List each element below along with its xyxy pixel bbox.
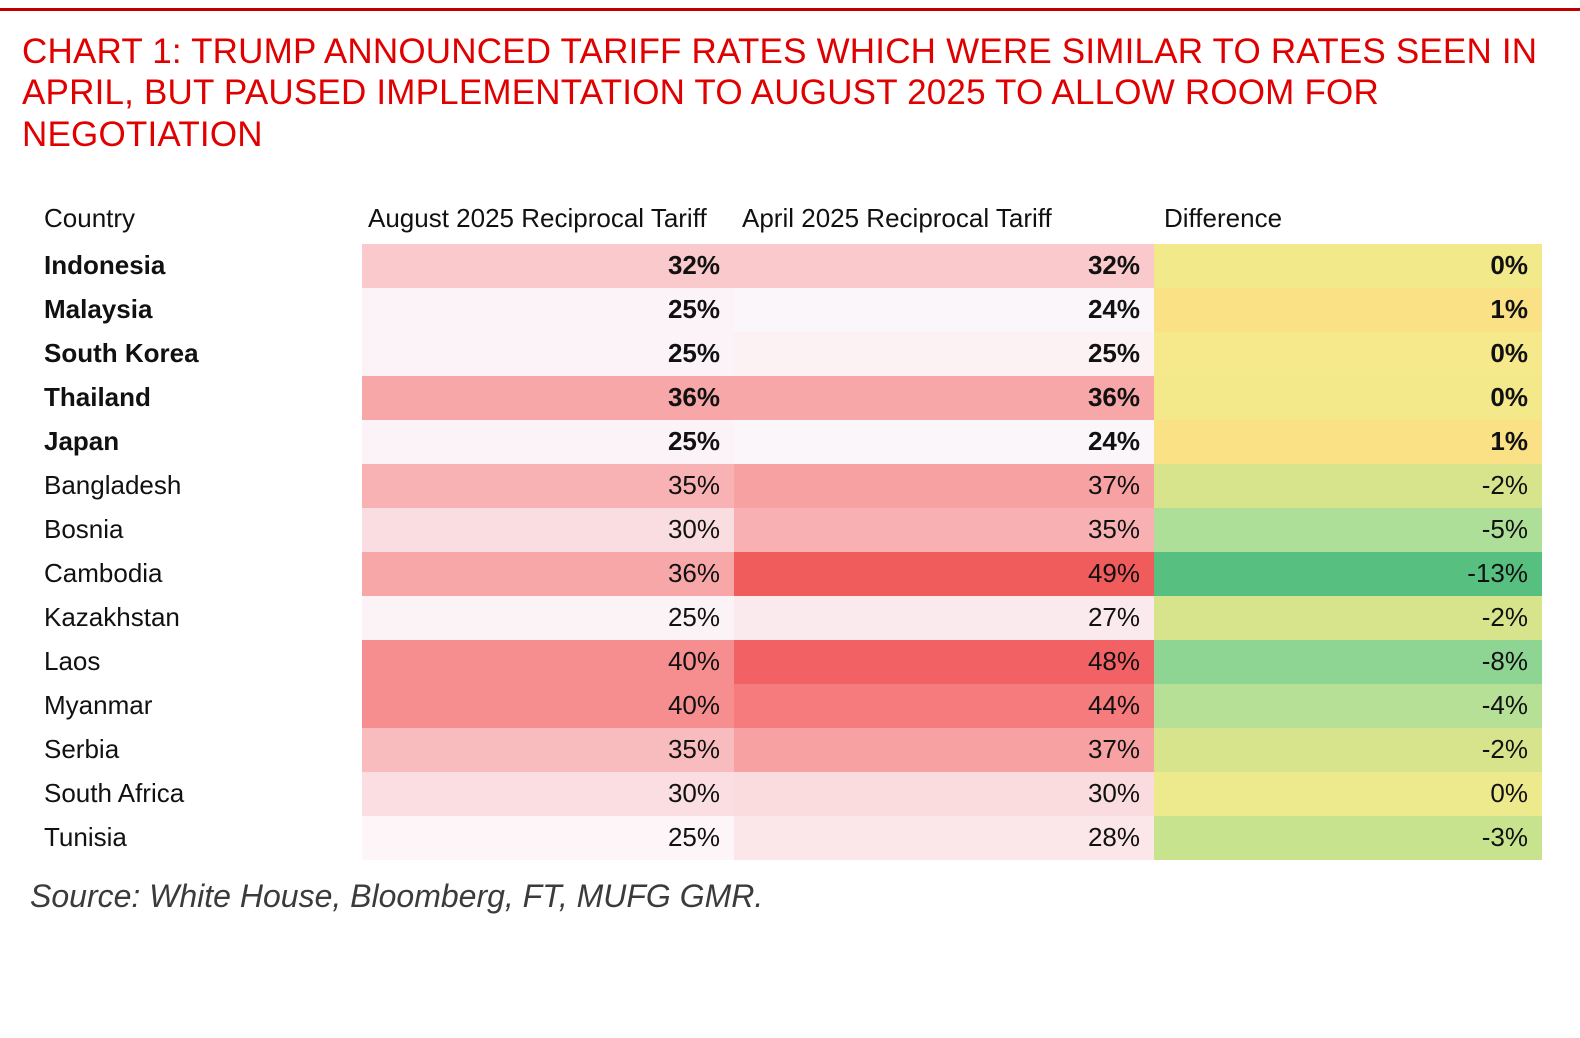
cell-country: Myanmar bbox=[42, 684, 362, 728]
cell-august-tariff: 25% bbox=[362, 596, 734, 640]
table-header bbox=[42, 203, 1542, 244]
cell-country: Bangladesh bbox=[42, 464, 362, 508]
column-header-difference: Difference bbox=[1164, 202, 1283, 233]
table-row bbox=[42, 464, 1542, 508]
cell-august-tariff: 25% bbox=[362, 816, 734, 860]
cell-country: Thailand bbox=[42, 376, 362, 420]
table-row bbox=[42, 376, 1542, 420]
cell-april-tariff: 32% bbox=[734, 244, 1154, 288]
cell-country: Cambodia bbox=[42, 552, 362, 596]
cell-august-tariff: 30% bbox=[362, 772, 734, 816]
cell-august-tariff: 35% bbox=[362, 464, 734, 508]
cell-difference: -2% bbox=[1154, 728, 1542, 772]
cell-difference: -13% bbox=[1154, 552, 1542, 596]
column-header-august: August 2025 Reciprocal Tariff bbox=[368, 202, 707, 233]
cell-difference: 1% bbox=[1154, 420, 1542, 464]
cell-august-tariff: 25% bbox=[362, 288, 734, 332]
cell-april-tariff: 24% bbox=[734, 288, 1154, 332]
table-row bbox=[42, 684, 1542, 728]
cell-difference: 0% bbox=[1154, 772, 1542, 816]
table-row bbox=[42, 332, 1542, 376]
cell-country: South Korea bbox=[42, 332, 362, 376]
cell-country: Kazakhstan bbox=[42, 596, 362, 640]
cell-difference: -8% bbox=[1154, 640, 1542, 684]
cell-difference: -2% bbox=[1154, 464, 1542, 508]
cell-april-tariff: 24% bbox=[734, 420, 1154, 464]
cell-april-tariff: 35% bbox=[734, 508, 1154, 552]
cell-difference: 0% bbox=[1154, 376, 1542, 420]
cell-country: Serbia bbox=[42, 728, 362, 772]
table-row bbox=[42, 244, 1542, 288]
cell-april-tariff: 36% bbox=[734, 376, 1154, 420]
cell-august-tariff: 36% bbox=[362, 552, 734, 596]
table-body bbox=[42, 244, 1542, 860]
cell-august-tariff: 40% bbox=[362, 684, 734, 728]
cell-difference: 0% bbox=[1154, 332, 1542, 376]
cell-difference: -4% bbox=[1154, 684, 1542, 728]
column-header-april: April 2025 Reciprocal Tariff bbox=[742, 202, 1052, 233]
cell-august-tariff: 25% bbox=[362, 420, 734, 464]
table-row bbox=[42, 596, 1542, 640]
table-row bbox=[42, 772, 1542, 816]
cell-difference: 1% bbox=[1154, 288, 1542, 332]
cell-difference: -3% bbox=[1154, 816, 1542, 860]
cell-april-tariff: 30% bbox=[734, 772, 1154, 816]
cell-april-tariff: 37% bbox=[734, 728, 1154, 772]
table-row bbox=[42, 420, 1542, 464]
cell-country: South Africa bbox=[42, 772, 362, 816]
cell-april-tariff: 49% bbox=[734, 552, 1154, 596]
cell-april-tariff: 44% bbox=[734, 684, 1154, 728]
cell-august-tariff: 30% bbox=[362, 508, 734, 552]
cell-difference: 0% bbox=[1154, 244, 1542, 288]
source-note: Source: White House, Bloomberg, FT, MUFG GMR. bbox=[30, 877, 764, 914]
cell-april-tariff: 48% bbox=[734, 640, 1154, 684]
cell-country: Japan bbox=[42, 420, 362, 464]
table-row bbox=[42, 552, 1542, 596]
cell-country: Malaysia bbox=[42, 288, 362, 332]
cell-april-tariff: 25% bbox=[734, 332, 1154, 376]
cell-april-tariff: 28% bbox=[734, 816, 1154, 860]
table-row bbox=[42, 728, 1542, 772]
cell-august-tariff: 32% bbox=[362, 244, 734, 288]
tariff-table-container bbox=[0, 203, 1580, 860]
column-header-country: Country bbox=[44, 202, 136, 233]
cell-august-tariff: 25% bbox=[362, 332, 734, 376]
table-row bbox=[42, 288, 1542, 332]
cell-april-tariff: 37% bbox=[734, 464, 1154, 508]
cell-country: Laos bbox=[42, 640, 362, 684]
cell-august-tariff: 35% bbox=[362, 728, 734, 772]
table-row bbox=[42, 816, 1542, 860]
page-title: CHART 1: TRUMP ANNOUNCED TARIFF RATES WHICH WERE SIMILAR TO RATES SEEN IN APRIL, BUT PAUSED IMPLEMENTATION TO AUGUST 2025 TO ALLOW ROOM FOR NEGOTIATION bbox=[22, 32, 1538, 154]
cell-august-tariff: 36% bbox=[362, 376, 734, 420]
cell-country: Indonesia bbox=[42, 244, 362, 288]
cell-august-tariff: 40% bbox=[362, 640, 734, 684]
cell-country: Bosnia bbox=[42, 508, 362, 552]
table-row bbox=[42, 508, 1542, 552]
cell-difference: -5% bbox=[1154, 508, 1542, 552]
cell-country: Tunisia bbox=[42, 816, 362, 860]
cell-difference: -2% bbox=[1154, 596, 1542, 640]
table-row bbox=[42, 640, 1542, 684]
cell-april-tariff: 27% bbox=[734, 596, 1154, 640]
table-header-row bbox=[42, 203, 1542, 244]
tariff-table bbox=[42, 203, 1542, 860]
